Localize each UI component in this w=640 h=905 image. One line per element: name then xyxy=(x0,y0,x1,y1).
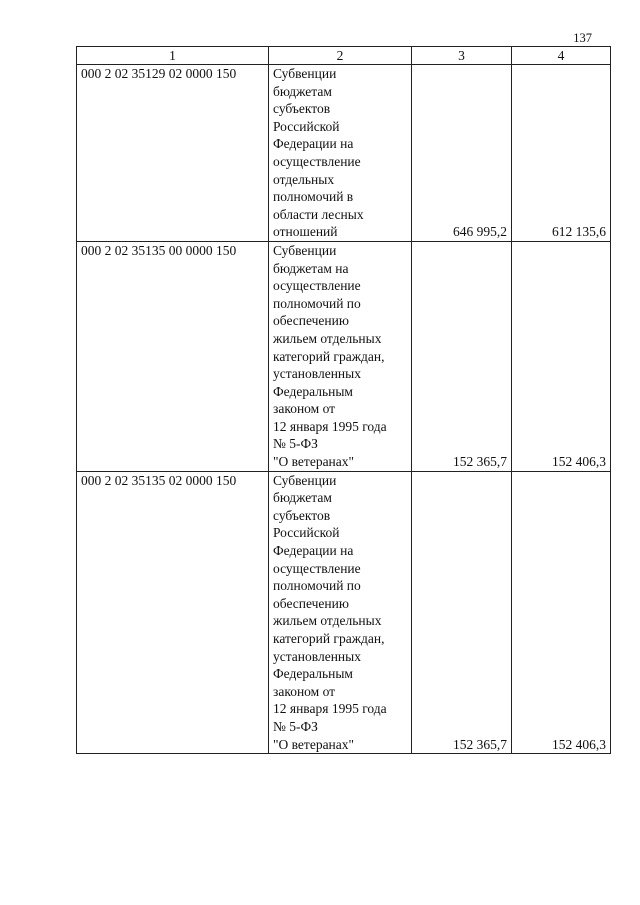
description-line: осуществление xyxy=(273,153,361,169)
amount-cell-col3: 646 995,2 xyxy=(412,65,512,242)
description-line: 12 января 1995 года xyxy=(273,418,387,434)
description-cell xyxy=(269,241,412,471)
description-line: жильем отдельных xyxy=(273,613,382,629)
budget-table xyxy=(76,46,611,754)
table-row xyxy=(77,471,611,754)
description-line: категорий граждан, xyxy=(273,631,385,646)
budget-code-cell: 000 2 02 35135 02 0000 150 xyxy=(77,471,269,754)
table-row xyxy=(77,241,611,471)
budget-code-cell: 000 2 02 35129 02 0000 150 xyxy=(77,65,269,242)
description-line: полномочий по xyxy=(273,578,361,594)
description-line: полномочий по xyxy=(273,295,361,311)
description-line: субъектов xyxy=(273,101,331,117)
amount-cell-col4: 612 135,6 xyxy=(512,65,611,242)
description-line: Федерации на xyxy=(273,543,354,559)
description-line: отдельных xyxy=(273,171,335,187)
description-line: области лесных xyxy=(273,206,364,222)
description-line: Субвенции xyxy=(273,472,337,488)
description-line: Федеральным xyxy=(273,383,353,399)
column-header-3: 3 xyxy=(412,47,512,65)
description-line: бюджетам xyxy=(273,83,332,99)
description-line: категорий граждан, xyxy=(273,348,385,364)
description-line: Федерации на xyxy=(273,136,354,152)
column-header-4: 4 xyxy=(512,47,611,65)
description-line: "О ветеранах" xyxy=(273,736,355,752)
page-number: 137 xyxy=(573,31,592,45)
description-line: установленных xyxy=(273,366,361,382)
description-line: бюджетам xyxy=(273,490,332,506)
description-line: № 5-ФЗ xyxy=(273,436,318,452)
description-line: бюджетам на xyxy=(273,260,349,276)
amount-cell-col3: 152 365,7 xyxy=(412,241,512,471)
description-line: Российской xyxy=(273,118,340,134)
description-line: 12 января 1995 года xyxy=(273,701,387,717)
description-line: субъектов xyxy=(273,507,331,523)
description-line: законом от xyxy=(273,683,336,699)
description-cell xyxy=(269,65,412,242)
description-line: № 5-ФЗ xyxy=(273,718,318,734)
column-header-1: 1 xyxy=(77,47,269,65)
amount-cell-col3: 152 365,7 xyxy=(412,471,512,754)
description-cell xyxy=(269,471,412,754)
description-line: Федеральным xyxy=(273,666,353,682)
description-line: отношений xyxy=(273,224,338,240)
budget-code-cell: 000 2 02 35135 00 0000 150 xyxy=(77,241,269,471)
amount-cell-col4: 152 406,3 xyxy=(512,471,611,754)
description-line: Субвенции xyxy=(273,66,337,81)
description-line: осуществление xyxy=(273,560,361,576)
description-line: законом от xyxy=(273,401,336,417)
amount-cell-col4: 152 406,3 xyxy=(512,241,611,471)
description-line: "О ветеранах" xyxy=(273,454,355,470)
description-line: жильем отдельных xyxy=(273,330,382,346)
description-line: обеспечению xyxy=(273,595,349,611)
description-line: осуществление xyxy=(273,278,361,294)
table-row xyxy=(77,65,611,242)
description-line: установленных xyxy=(273,648,361,664)
description-line: обеспечению xyxy=(273,313,349,329)
description-line: Субвенции xyxy=(273,242,337,258)
description-line: Российской xyxy=(273,525,340,541)
column-header-2: 2 xyxy=(269,47,412,65)
table-header-row xyxy=(77,47,611,65)
description-line: полномочий в xyxy=(273,189,354,205)
